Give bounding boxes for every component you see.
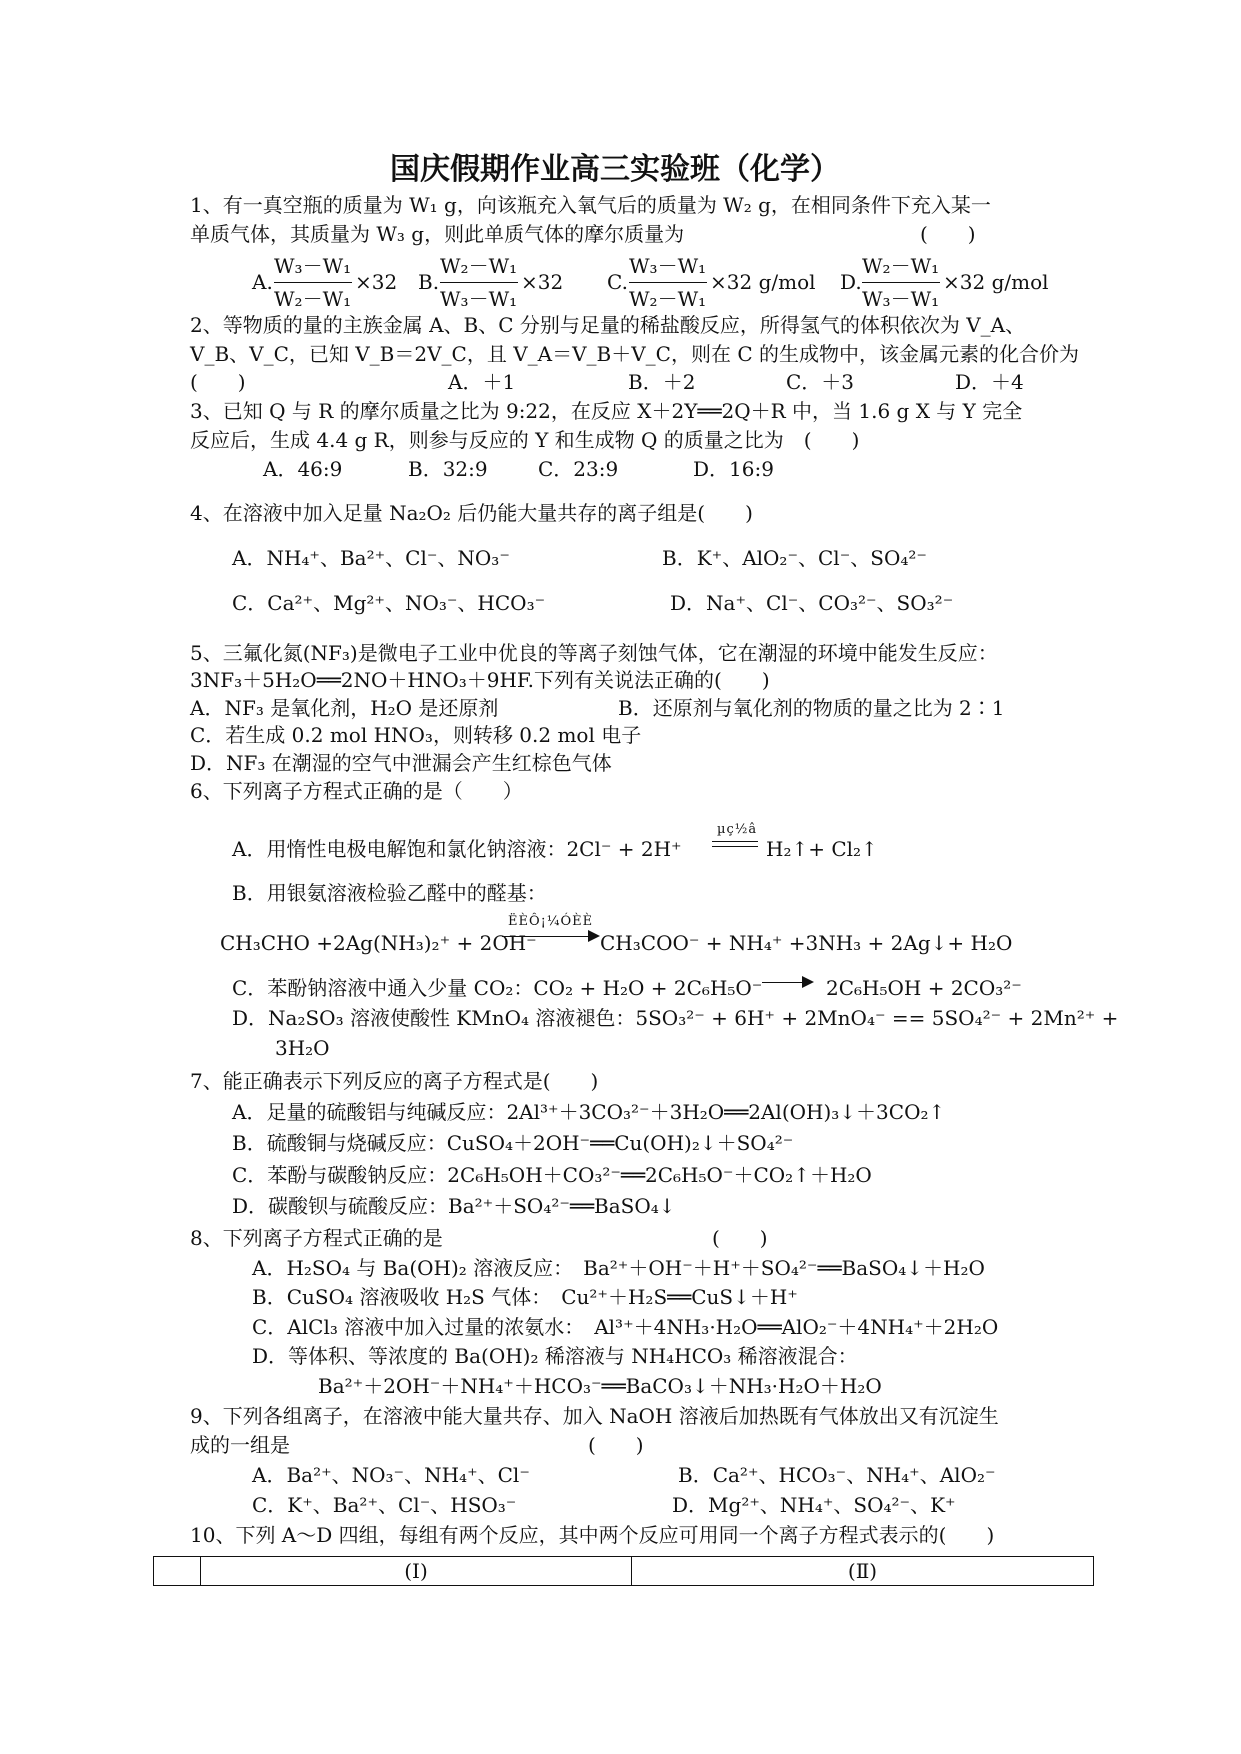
q6-option-b-reactants: CH₃CHO +2Ag(NH₃)₂⁺ + 2OH⁻ — [220, 931, 537, 955]
q1-option-c-tail: ×32 g/mol — [710, 270, 816, 294]
q6-option-b-condition: ËÈÔ¡¼ÓÈÈ — [508, 914, 594, 929]
q4-option-d: D．Na⁺、Cl⁻、CO₃²⁻、SO₃²⁻ — [670, 591, 954, 615]
q8-stem: 8、下列离子方程式正确的是 — [190, 1226, 443, 1250]
q10-table — [153, 1556, 1094, 1586]
q1-option-d — [840, 253, 1080, 315]
q9-answer-paren: ( ) — [588, 1433, 644, 1457]
q2-option-a: A．＋1 — [448, 370, 516, 394]
q2-stem-line1: 2、等物质的量的主族金属 A、B、C 分别与足量的稀盐酸反应，所得氢气的体积依次为 V_A、 — [190, 313, 1026, 337]
q1-option-d-tail: ×32 g/mol — [943, 270, 1049, 294]
q2-option-d: D．＋4 — [955, 370, 1024, 394]
q1-option-a-tail: ×32 — [355, 270, 398, 294]
q5-option-b: B．还原剂与氧化剂的物质的量之比为 2∶1 — [618, 696, 1005, 720]
page-title: 国庆假期作业高三实验班（化学） — [390, 152, 840, 187]
q2-answer-paren: ( ) — [190, 370, 246, 394]
q7-stem: 7、能正确表示下列反应的离子方程式是( ) — [190, 1069, 599, 1093]
q7-option-a: A．足量的硫酸铝与纯碱反应：2Al³⁺＋3CO₃²⁻＋3H₂O══2Al(OH)₃↓＋3CO₂↑ — [232, 1100, 946, 1124]
q1-option-c-denominator: W₂－W₁ — [629, 287, 707, 311]
q6-option-c-arrow-line — [762, 982, 804, 983]
q3-option-c: C．23:9 — [538, 457, 619, 481]
q6-option-a-condition: µç½â — [717, 822, 758, 837]
q1-stem-line2: 单质气体，其质量为 W₃ g，则此单质气体的摩尔质量为 — [190, 222, 685, 246]
q10-stem: 10、下列 A～D 四组，每组有两个反应，其中两个反应可用同一个离子方程式表示的( ) — [190, 1523, 995, 1547]
q4-option-a: A．NH₄⁺、Ba²⁺、Cl⁻、NO₃⁻ — [232, 546, 510, 570]
q9-option-a: A．Ba²⁺、NO₃⁻、NH₄⁺、Cl⁻ — [252, 1463, 530, 1487]
q5-option-a: A．NF₃ 是氧化剂，H₂O 是还原剂 — [190, 696, 499, 720]
q1-option-d-fraction-bar — [862, 282, 940, 283]
q5-stem-line1: 5、三氟化氮(NF₃)是微电子工业中优良的等离子刻蚀气体，它在潮湿的环境中能发生反应： — [190, 641, 998, 665]
q4-option-b: B．K⁺、AlO₂⁻、Cl⁻、SO₄²⁻ — [662, 546, 927, 570]
q1-option-b-tail: ×32 — [521, 270, 564, 294]
q9-option-d: D．Mg²⁺、NH₄⁺、SO₄²⁻、K⁺ — [672, 1493, 956, 1517]
q2-option-b: B．＋2 — [628, 370, 696, 394]
q3-option-b: B．32:9 — [408, 457, 488, 481]
q9-option-b: B．Ca²⁺、HCO₃⁻、NH₄⁺、AlO₂⁻ — [678, 1463, 996, 1487]
q10-table-header-col1: (Ⅰ) — [201, 1557, 632, 1586]
q6-option-d-line2: 3H₂O — [275, 1036, 330, 1060]
q1-option-c — [607, 253, 837, 315]
q6-option-c-arrowhead — [802, 976, 814, 988]
q6-stem: 6、下列离子方程式正确的是（ ） — [190, 779, 523, 803]
q1-option-a-label: A. — [252, 270, 273, 294]
q6-option-c-reactants: C．苯酚钠溶液中通入少量 CO₂：CO₂ + H₂O + 2C₆H₅O⁻ — [232, 976, 763, 1000]
q6-option-b-arrowhead — [588, 930, 600, 942]
q8-option-a: A．H₂SO₄ 与 Ba(OH)₂ 溶液反应： Ba²⁺＋OH⁻＋H⁺＋SO₄²⁻══BaSO₄↓＋H₂O — [252, 1256, 985, 1280]
q9-option-c: C．K⁺、Ba²⁺、Cl⁻、HSO₃⁻ — [252, 1493, 517, 1517]
q8-option-b: B．CuSO₄ 溶液吸收 H₂S 气体： Cu²⁺＋H₂S══CuS↓＋H⁺ — [252, 1285, 798, 1309]
q2-option-c: C．＋3 — [786, 370, 855, 394]
q1-option-c-numerator: W₃－W₁ — [629, 254, 707, 278]
q9-stem-line1: 9、下列各组离子，在溶液中能大量共存、加入 NaOH 溶液后加热既有气体放出又有沉淀生 — [190, 1404, 999, 1428]
q6-option-b-products: CH₃COO⁻ + NH₄⁺ +3NH₃ + 2Ag↓+ H₂O — [600, 931, 1013, 955]
q8-option-d-equation: Ba²⁺＋2OH⁻＋NH₄⁺＋HCO₃⁻══BaCO₃↓＋NH₃·H₂O＋H₂O — [318, 1374, 882, 1398]
q1-option-b-fraction-bar — [440, 282, 518, 283]
q3-option-d: D．16:9 — [693, 457, 774, 481]
q9-stem-line2: 成的一组是 — [190, 1433, 290, 1457]
q1-option-d-denominator: W₃－W₁ — [862, 287, 940, 311]
q1-stem-line1: 1、有一真空瓶的质量为 W₁ g，向该瓶充入氧气后的质量为 W₂ g，在相同条件下充入某一 — [190, 193, 991, 217]
q5-stem-line2: 3NF₃＋5H₂O══2NO＋HNO₃＋9HF.下列有关说法正确的( ) — [190, 668, 770, 692]
q1-option-b-denominator: W₃－W₁ — [440, 287, 518, 311]
q7-option-b: B．硫酸铜与烧碱反应：CuSO₄＋2OH⁻══Cu(OH)₂↓＋SO₄²⁻ — [232, 1131, 794, 1155]
q8-option-d: D．等体积、等浓度的 Ba(OH)₂ 稀溶液与 NH₄HCO₃ 稀溶液混合： — [252, 1344, 858, 1368]
q3-stem-line2: 反应后，生成 4.4 g R，则参与反应的 Y 和生成物 Q 的质量之比为 ( ) — [190, 428, 860, 452]
q10-table-header-col2: (Ⅱ) — [632, 1557, 1094, 1586]
q5-option-c: C．若生成 0.2 mol HNO₃，则转移 0.2 mol 电子 — [190, 723, 642, 747]
q6-option-c-products: 2C₆H₅OH + 2CO₃²⁻ — [826, 976, 1022, 1000]
q1-option-b-numerator: W₂－W₁ — [440, 254, 518, 278]
q6-option-a-equals-line-bottom — [712, 846, 758, 847]
q1-option-d-label: D. — [840, 270, 862, 294]
q8-answer-paren: ( ) — [712, 1226, 768, 1250]
q5-option-d: D．NF₃ 在潮湿的空气中泄漏会产生红棕色气体 — [190, 751, 612, 775]
q1-option-a-numerator: W₃－W₁ — [274, 254, 352, 278]
q1-option-c-fraction-bar — [629, 282, 707, 283]
q3-option-a: A．46:9 — [263, 457, 343, 481]
q10-table-corner-cell — [154, 1557, 201, 1586]
q4-stem: 4、在溶液中加入足量 Na₂O₂ 后仍能大量共存的离子组是( ) — [190, 501, 753, 525]
q1-answer-paren: ( ) — [920, 222, 976, 246]
q6-option-d-line1: D．Na₂SO₃ 溶液使酸性 KMnO₄ 溶液褪色：5SO₃²⁻ + 6H⁺ + 2MnO₄⁻ == 5SO₄²⁻ + 2Mn²⁺ + — [232, 1006, 1119, 1030]
q1-option-d-numerator: W₂－W₁ — [862, 254, 940, 278]
q1-option-a-denominator: W₂－W₁ — [274, 287, 352, 311]
q4-option-c: C．Ca²⁺、Mg²⁺、NO₃⁻、HCO₃⁻ — [232, 591, 546, 615]
q8-option-c: C．AlCl₃ 溶液中加入过量的浓氨水： Al³⁺＋4NH₃·H₂O══AlO₂⁻＋4NH₄⁺＋2H₂O — [252, 1315, 999, 1339]
q1-option-b — [418, 253, 618, 315]
q1-option-a-fraction-bar — [274, 282, 352, 283]
q6-option-a-products: H₂↑+ Cl₂↑ — [766, 837, 878, 861]
q7-option-c: C．苯酚与碳酸钠反应：2C₆H₅OH＋CO₃²⁻══2C₆H₅O⁻＋CO₂↑＋H₂O — [232, 1163, 872, 1187]
q6-option-b-arrow-line — [502, 936, 590, 937]
q10-table-header-row — [154, 1557, 1094, 1586]
q3-stem-line1: 3、已知 Q 与 R 的摩尔质量之比为 9:22，在反应 X＋2Y══2Q＋R 中，当 1.6 g X 与 Y 完全 — [190, 399, 1023, 423]
q6-option-b-text: B．用银氨溶液检验乙醛中的醛基： — [232, 881, 547, 905]
q1-option-c-label: C. — [607, 270, 628, 294]
q6-option-a-equals-line-top — [712, 841, 758, 842]
q2-stem-line2: V_B、V_C，已知 V_B＝2V_C，且 V_A＝V_B＋V_C，则在 C 的生成物中，该金属元素的化合价为 — [190, 342, 1080, 366]
q6-option-a-text: A．用惰性电极电解饱和氯化钠溶液：2Cl⁻ + 2H⁺ — [232, 837, 682, 861]
q1-option-b-label: B. — [418, 270, 440, 294]
q7-option-d: D．碳酸钡与硫酸反应：Ba²⁺＋SO₄²⁻══BaSO₄↓ — [232, 1194, 676, 1218]
